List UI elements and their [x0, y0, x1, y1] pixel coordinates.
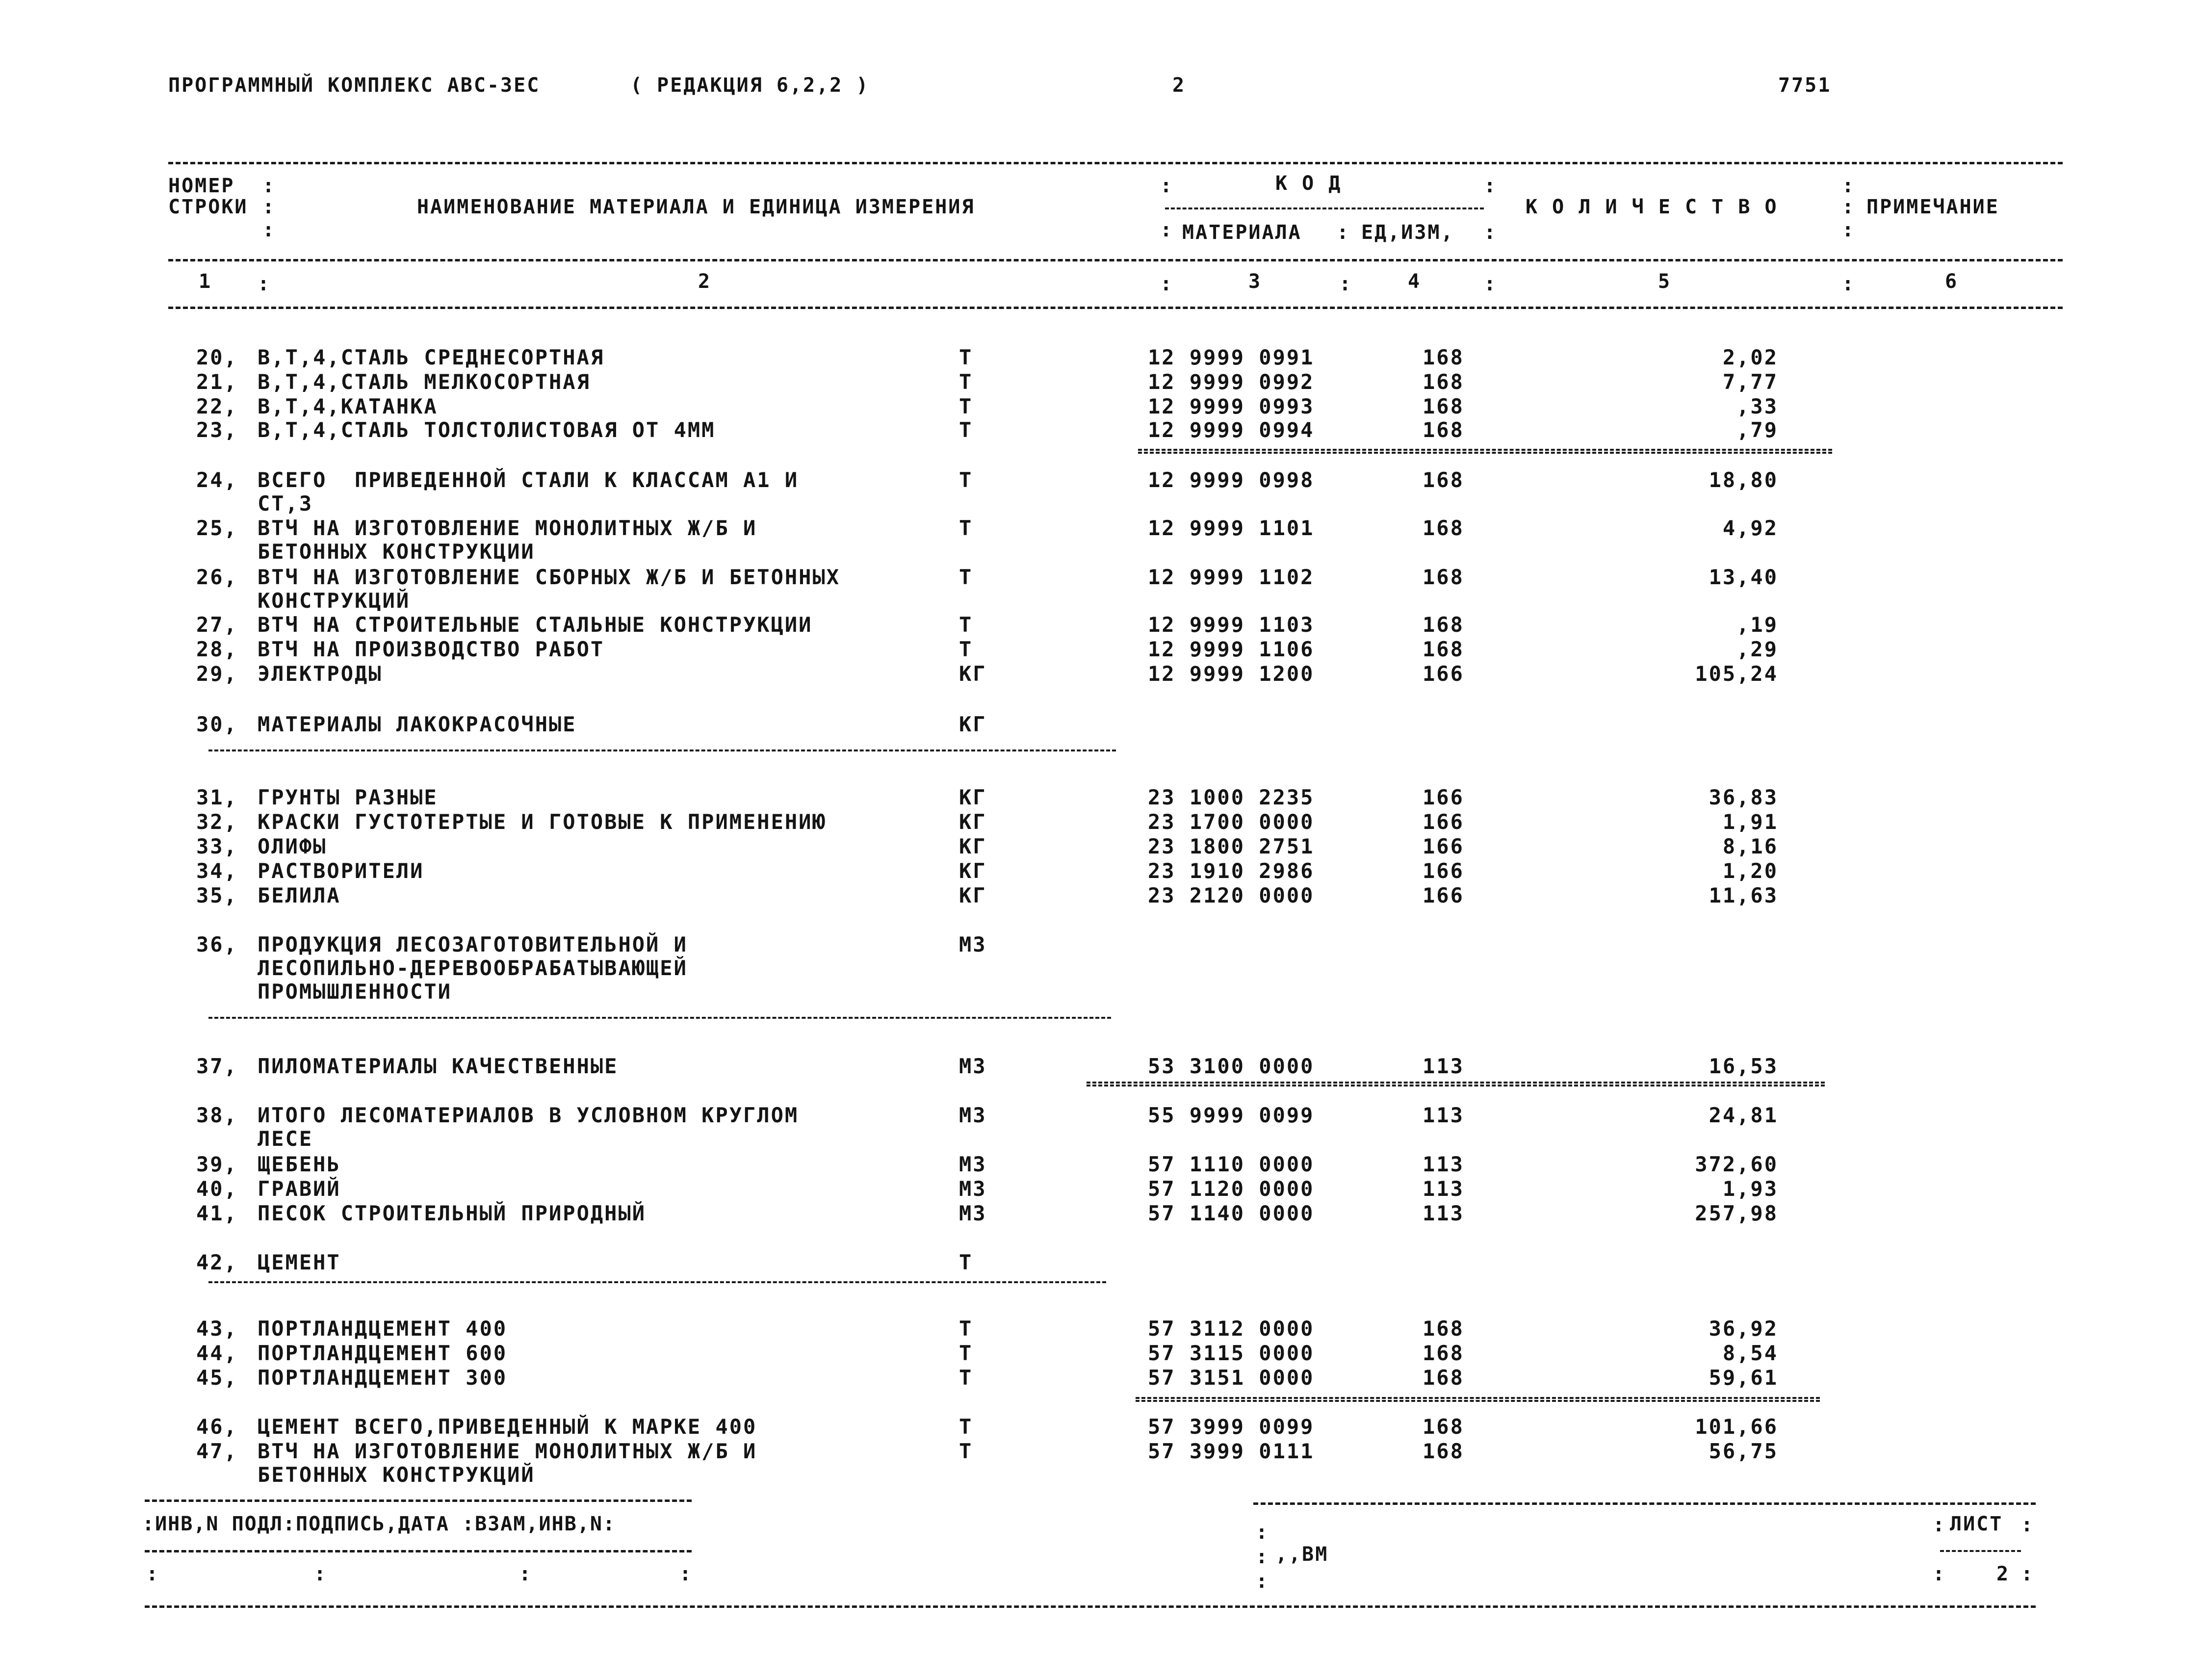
row-number: 24,	[196, 468, 238, 492]
material-name-continued: ПРОМЫШЛЕННОСТИ	[258, 980, 452, 1004]
vm-mark: ,,ВМ	[1275, 1543, 1329, 1566]
row-number: 29,	[196, 662, 238, 686]
header-code-material: МАТЕРИАЛА	[1182, 221, 1302, 244]
material-code: 57 1120 0000	[1148, 1177, 1315, 1201]
material-code: 23 2120 0000	[1148, 883, 1315, 907]
header-col2: НАИМЕНОВАНИЕ МАТЕРИАЛА И ЕДИНИЦА ИЗМЕРЕНИЯ	[417, 196, 975, 218]
unit-code: 168	[1423, 1366, 1464, 1390]
header-separator: :	[1337, 221, 1349, 244]
material-name: ПИЛОМАТЕРИАЛЫ КАЧЕСТВЕННЫЕ	[258, 1054, 619, 1078]
row-number: 31,	[196, 785, 238, 809]
sheet-number: 2	[1996, 1563, 2010, 1585]
material-name: ОЛИФЫ	[258, 834, 327, 858]
unit-label: КГ	[959, 883, 987, 907]
unit-label: Т	[959, 1366, 973, 1390]
material-name: МАТЕРИАЛЫ ЛАКОКРАСОЧНЫЕ	[258, 712, 577, 736]
quantity-value: 101,66	[1695, 1415, 1778, 1439]
unit-label: Т	[959, 1341, 973, 1365]
quantity-value: 1,93	[1722, 1177, 1778, 1201]
header-rule	[168, 259, 2063, 261]
edition-label: ( РЕДАКЦИЯ 6,2,2 )	[630, 74, 870, 97]
material-code: 12 9999 1102	[1148, 565, 1315, 589]
material-name: ПОРТЛАНДЦЕМЕНТ 300	[258, 1366, 508, 1390]
unit-label: Т	[959, 613, 973, 637]
material-code: 12 9999 1200	[1148, 662, 1315, 686]
material-name-continued: СТ,3	[258, 491, 313, 516]
row-number: 37,	[196, 1054, 238, 1078]
quantity-value: 36,92	[1709, 1317, 1778, 1341]
unit-code: 168	[1423, 637, 1464, 661]
page-number: 2	[1172, 74, 1186, 97]
header-separator: :	[1160, 175, 1172, 197]
header-col1-line2: СТРОКИ	[168, 196, 248, 218]
header-separator: :	[1842, 273, 1854, 295]
header-separator: :	[1484, 221, 1496, 244]
unit-label: Т	[959, 565, 973, 589]
material-code: 12 9999 0991	[1148, 345, 1315, 369]
quantity-value: 18,80	[1709, 468, 1778, 492]
sheet-separator: :	[2021, 1563, 2033, 1585]
row-number: 25,	[196, 516, 238, 540]
material-code: 57 3115 0000	[1148, 1341, 1315, 1365]
row-number: 30,	[196, 712, 238, 736]
quantity-value: 7,77	[1722, 370, 1778, 394]
title-block-top-rule	[1253, 1502, 2036, 1505]
row-number: 43,	[196, 1317, 238, 1341]
material-name: ВТЧ НА ПРОИЗВОДСТВО РАБОТ	[258, 637, 605, 661]
header-separator: :	[1842, 219, 1854, 241]
unit-code: 168	[1423, 468, 1464, 492]
quantity-value: 1,91	[1722, 810, 1778, 834]
unit-code: 168	[1423, 1341, 1464, 1365]
material-name: ПРОДУКЦИЯ ЛЕСОЗАГОТОВИТЕЛЬНОЙ И	[258, 932, 688, 956]
quantity-value: ,29	[1736, 637, 1778, 661]
material-name: ПОРТЛАНДЦЕМЕНТ 400	[258, 1317, 508, 1341]
unit-label: Т	[959, 1317, 973, 1341]
material-name: КРАСКИ ГУСТОТЕРТЫЕ И ГОТОВЫЕ К ПРИМЕНЕНИЮ	[258, 810, 827, 834]
header-separator: :	[1339, 273, 1351, 295]
unit-label: Т	[959, 516, 973, 540]
sheet-separator: :	[2021, 1514, 2033, 1536]
material-name: ВТЧ НА ИЗГОТОВЛЕНИЕ МОНОЛИТНЫХ Ж/Б И	[258, 1439, 757, 1463]
quantity-value: 24,81	[1709, 1103, 1778, 1127]
unit-code: 168	[1423, 394, 1464, 418]
quantity-value: 36,83	[1709, 785, 1778, 809]
header-separator: :	[262, 219, 275, 241]
row-number: 47,	[196, 1439, 238, 1463]
row-number: 21,	[196, 370, 238, 394]
header-separator: :	[1484, 273, 1496, 295]
unit-code: 113	[1423, 1054, 1464, 1078]
row-number: 44,	[196, 1341, 238, 1365]
material-name: ИТОГО ЛЕСОМАТЕРИАЛОВ В УСЛОВНОМ КРУГЛОМ	[258, 1103, 799, 1127]
quantity-value: ,19	[1736, 613, 1778, 637]
table-top-rule	[168, 162, 2063, 164]
material-name: ЭЛЕКТРОДЫ	[258, 662, 383, 686]
quantity-value: 372,60	[1695, 1152, 1778, 1176]
page-bottom-rule	[145, 1605, 2036, 1608]
unit-code: 113	[1423, 1177, 1464, 1201]
quantity-value: 4,92	[1722, 516, 1778, 540]
unit-label: КГ	[959, 859, 987, 883]
material-name: РАСТВОРИТЕЛИ	[258, 859, 424, 883]
material-name: ВТЧ НА ИЗГОТОВЛЕНИЕ СБОРНЫХ Ж/Б И БЕТОННЫХ	[258, 565, 841, 589]
unit-label: М3	[959, 1201, 987, 1225]
quantity-value: 13,40	[1709, 565, 1778, 589]
material-name: ВТЧ НА СТРОИТЕЛЬНЫЕ СТАЛЬНЫЕ КОНСТРУКЦИИ	[258, 613, 813, 637]
quantity-value: 2,02	[1722, 345, 1778, 369]
unit-label: КГ	[959, 810, 987, 834]
unit-label: М3	[959, 1152, 987, 1176]
sheet-separator: :	[1933, 1563, 1945, 1585]
unit-label: Т	[959, 394, 973, 418]
unit-label: Т	[959, 1415, 973, 1439]
unit-code: 168	[1423, 1317, 1464, 1341]
quantity-value: ,33	[1736, 394, 1778, 418]
header-bottom-rule	[168, 307, 2063, 309]
material-name: В,Т,4,СТАЛЬ СРЕДНЕСОРТНАЯ	[258, 345, 605, 369]
column-number: 3	[1248, 270, 1262, 293]
material-name: ЩЕБЕНЬ	[258, 1152, 341, 1176]
quantity-value: 11,63	[1709, 883, 1778, 907]
header-code-rule	[1165, 207, 1484, 209]
material-code: 57 3112 0000	[1148, 1317, 1315, 1341]
group-rule	[208, 1281, 1106, 1283]
row-number: 26,	[196, 565, 238, 589]
quantity-value: 1,20	[1722, 859, 1778, 883]
unit-code: 168	[1423, 345, 1464, 369]
material-code: 23 1700 0000	[1148, 810, 1315, 834]
material-name: ВСЕГО ПРИВЕДЕННОЙ СТАЛИ К КЛАССАМ А1 И	[258, 468, 799, 492]
column-number: 4	[1408, 270, 1422, 293]
header-separator: :	[1484, 175, 1496, 197]
unit-code: 168	[1423, 613, 1464, 637]
material-code: 57 3999 0111	[1148, 1439, 1315, 1463]
unit-code: 166	[1423, 662, 1464, 686]
material-name-continued: БЕТОННЫХ КОНСТРУКЦИЙ	[258, 1463, 535, 1487]
quantity-value: 257,98	[1695, 1201, 1778, 1225]
title-block-separator: :	[1256, 1570, 1268, 1593]
material-name: В,Т,4,СТАЛЬ ТОЛСТОЛИСТОВАЯ ОТ 4ММ	[258, 418, 716, 442]
row-number: 35,	[196, 883, 238, 907]
row-number: 36,	[196, 932, 238, 956]
quantity-value: 105,24	[1695, 662, 1778, 686]
unit-code: 166	[1423, 810, 1464, 834]
sheet-separator: :	[1933, 1514, 1945, 1536]
column-number: 5	[1658, 270, 1672, 293]
material-name: В,Т,4,СТАЛЬ МЕЛКОСОРТНАЯ	[258, 370, 591, 394]
material-code: 23 1800 2751	[1148, 834, 1315, 858]
row-number: 22,	[196, 394, 238, 418]
unit-code: 113	[1423, 1201, 1464, 1225]
row-number: 20,	[196, 345, 238, 369]
unit-label: КГ	[959, 785, 987, 809]
unit-label: Т	[959, 345, 973, 369]
material-name: ПЕСОК СТРОИТЕЛЬНЫЙ ПРИРОДНЫЙ	[258, 1201, 647, 1225]
row-number: 42,	[196, 1250, 238, 1274]
group-rule	[208, 750, 1116, 751]
material-code: 12 9999 1106	[1148, 637, 1315, 661]
stamp-labels: :ИНВ,N ПОДЛ:ПОДПИСЬ,ДАТА :ВЗАМ,ИНВ,N:	[142, 1513, 616, 1535]
unit-label: М3	[959, 1054, 987, 1078]
stamp-separator: :	[519, 1563, 531, 1585]
unit-label: КГ	[959, 712, 987, 736]
header-separator: :	[262, 175, 275, 197]
unit-label: Т	[959, 1250, 973, 1274]
sheet-label: ЛИСТ	[1950, 1513, 2003, 1535]
row-number: 40,	[196, 1177, 238, 1201]
title-block-separator: :	[1256, 1521, 1268, 1544]
material-name-continued: БЕТОННЫХ КОНСТРУКЦИИ	[258, 540, 535, 564]
stamp-separator: :	[679, 1563, 692, 1585]
unit-code: 166	[1423, 883, 1464, 907]
column-number: 1	[199, 270, 212, 293]
row-number: 27,	[196, 613, 238, 637]
unit-code: 166	[1423, 859, 1464, 883]
document-number: 7751	[1778, 74, 1832, 97]
total-rule	[1136, 1397, 1820, 1402]
material-code: 12 9999 0998	[1148, 468, 1315, 492]
material-code: 57 1110 0000	[1148, 1152, 1315, 1176]
header-col1-line1: НОМЕР	[168, 175, 235, 197]
header-code-unit: ЕД,ИЗМ,	[1361, 221, 1454, 244]
material-name-continued: ЛЕСОПИЛЬНО-ДЕРЕВООБРАБАТЫВАЮЩЕЙ	[258, 956, 688, 980]
column-number: 2	[698, 270, 712, 293]
stamp-separator: :	[314, 1563, 326, 1585]
unit-label: Т	[959, 468, 973, 492]
unit-label: М3	[959, 1103, 987, 1127]
material-code: 57 1140 0000	[1148, 1201, 1315, 1225]
material-code: 23 1000 2235	[1148, 785, 1315, 809]
total-rule	[1087, 1082, 1825, 1086]
unit-label: Т	[959, 418, 973, 442]
column-number: 6	[1945, 270, 1959, 293]
material-name: ЦЕМЕНТ ВСЕГО,ПРИВЕДЕННЫЙ К МАРКЕ 400	[258, 1415, 757, 1439]
unit-code: 168	[1423, 516, 1464, 540]
material-code: 12 9999 0994	[1148, 418, 1315, 442]
header-separator: :	[258, 273, 270, 295]
unit-code: 168	[1423, 1415, 1464, 1439]
title-block-separator: :	[1256, 1546, 1268, 1568]
unit-code: 166	[1423, 785, 1464, 809]
unit-label: КГ	[959, 834, 987, 858]
material-code: 12 9999 1103	[1148, 613, 1315, 637]
row-number: 45,	[196, 1366, 238, 1390]
material-name-continued: ЛЕСЕ	[258, 1127, 313, 1151]
unit-label: Т	[959, 370, 973, 394]
header-separator: :	[1842, 175, 1854, 197]
unit-label: Т	[959, 637, 973, 661]
material-code: 12 9999 1101	[1148, 516, 1315, 540]
unit-code: 168	[1423, 418, 1464, 442]
row-number: 32,	[196, 810, 238, 834]
header-separator: :	[1160, 219, 1172, 241]
material-code: 23 1910 2986	[1148, 859, 1315, 883]
stamp-top-rule	[145, 1499, 692, 1502]
material-name: ГРАВИЙ	[258, 1177, 341, 1201]
material-name: ВТЧ НА ИЗГОТОВЛЕНИЕ МОНОЛИТНЫХ Ж/Б И	[258, 516, 757, 540]
header-separator: :	[1160, 273, 1172, 295]
header-separator: :	[262, 196, 275, 218]
quantity-value: 8,16	[1722, 834, 1778, 858]
quantity-value: 59,61	[1709, 1366, 1778, 1390]
header-code: К О Д	[1275, 172, 1342, 195]
quantity-value: ,79	[1736, 418, 1778, 442]
quantity-value: 56,75	[1709, 1439, 1778, 1463]
header-quantity: К О Л И Ч Е С Т В О	[1526, 196, 1778, 218]
row-number: 38,	[196, 1103, 238, 1127]
material-name: ГРУНТЫ РАЗНЫЕ	[258, 785, 438, 809]
unit-label: М3	[959, 1177, 987, 1201]
header-note: ПРИМЕЧАНИЕ	[1866, 196, 1999, 218]
unit-code: 113	[1423, 1152, 1464, 1176]
group-rule	[208, 1017, 1111, 1019]
row-number: 41,	[196, 1201, 238, 1225]
row-number: 46,	[196, 1415, 238, 1439]
row-number: 39,	[196, 1152, 238, 1176]
program-title: ПРОГРАММНЫЙ КОМПЛЕКС АВС-3ЕС	[168, 74, 541, 97]
quantity-value: 16,53	[1709, 1054, 1778, 1078]
material-code: 12 9999 0992	[1148, 370, 1315, 394]
quantity-value: 8,54	[1722, 1341, 1778, 1365]
material-code: 57 3999 0099	[1148, 1415, 1315, 1439]
row-number: 34,	[196, 859, 238, 883]
material-name: ПОРТЛАНДЦЕМЕНТ 600	[258, 1341, 508, 1365]
row-number: 28,	[196, 637, 238, 661]
unit-code: 168	[1423, 370, 1464, 394]
material-code: 12 9999 0993	[1148, 394, 1315, 418]
stamp-mid-rule	[145, 1550, 692, 1552]
total-rule	[1138, 449, 1832, 454]
stamp-separator: :	[146, 1563, 158, 1585]
unit-code: 168	[1423, 1439, 1464, 1463]
unit-code: 113	[1423, 1103, 1464, 1127]
material-name-continued: КОНСТРУКЦИЙ	[258, 589, 411, 613]
unit-label: КГ	[959, 662, 987, 686]
material-name: ЦЕМЕНТ	[258, 1250, 341, 1274]
material-code: 57 3151 0000	[1148, 1366, 1315, 1390]
unit-label: М3	[959, 932, 987, 956]
row-number: 33,	[196, 834, 238, 858]
unit-code: 168	[1423, 565, 1464, 589]
material-name: В,Т,4,КАТАНКА	[258, 394, 438, 418]
row-number: 23,	[196, 418, 238, 442]
header-separator: :	[1842, 196, 1854, 218]
unit-code: 166	[1423, 834, 1464, 858]
material-name: БЕЛИЛА	[258, 883, 341, 907]
material-code: 55 9999 0099	[1148, 1103, 1315, 1127]
sheet-rule	[1940, 1550, 2021, 1552]
material-code: 53 3100 0000	[1148, 1054, 1315, 1078]
unit-label: Т	[959, 1439, 973, 1463]
